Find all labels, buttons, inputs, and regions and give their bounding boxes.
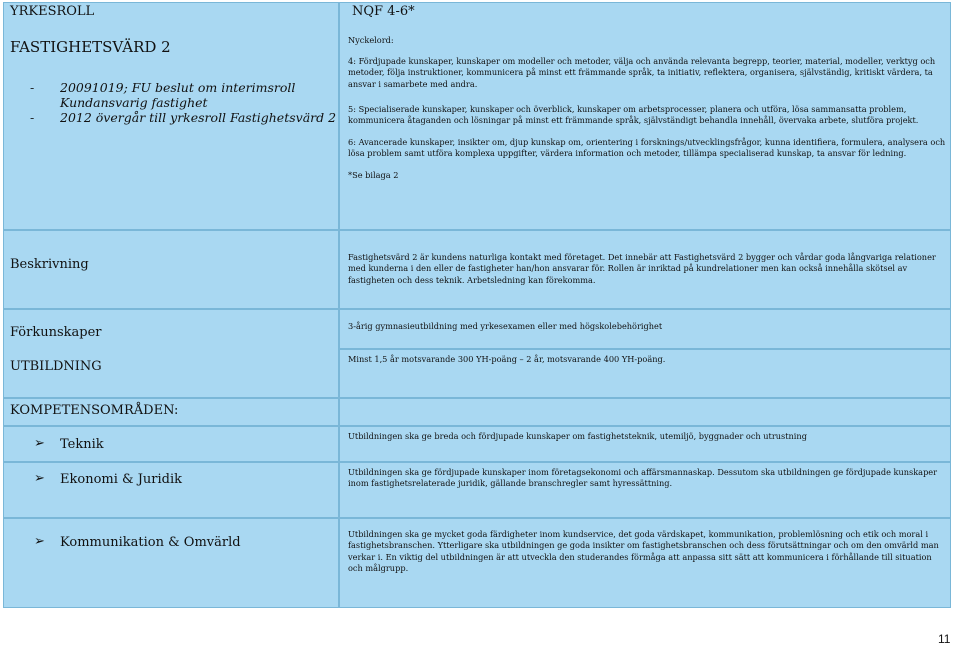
arrow-bullet-icon: ➢	[34, 436, 45, 451]
teknik-label: Teknik	[60, 437, 104, 452]
history-dash-2: -	[30, 110, 35, 125]
utbildning-label: UTBILDNING	[10, 359, 102, 374]
nqf-note: *Se bilaga 2	[348, 170, 399, 180]
arrow-bullet-icon: ➢	[34, 471, 45, 486]
yrkesroll-label: YRKESROLL	[10, 4, 95, 19]
nqf-level-6: 6: Avancerade kunskaper, insikter om, djup kunskap om, orientering i forsknings/utvecklingsfrågor, kunna identifiera, formulera, analysera och lösa problem samt utföra komplexa uppgifter, värdera information och metoder, tillämpa specialiserad kunskap, ta ansvar för ledning.	[348, 137, 946, 159]
nqf-level-5: 5: Specialiserade kunskaper, kunskaper och överblick, kunskaper om arbetsprocesser, planera och utföra, lösa sammansatta problem, kommunicera åtaganden och lösningar på minst ett främmande språk, självständigt behandla innehåll, övervaka arbete, slutföra projekt.	[348, 104, 919, 126]
forkunskaper-text: 3-årig gymnasieutbildning med yrkesexamen eller med högskolebehörighet	[348, 321, 663, 331]
keywords-label: Nyckelord:	[348, 35, 394, 45]
ekonomi-label-cell	[3, 462, 339, 518]
teknik-label-cell	[3, 426, 339, 462]
nqf-level-4: 4: Fördjupade kunskaper, kunskaper om modeller och metoder, välja och använda relevanta begrepp, teorier, material, modeller, verktyg och metoder, följa instruktioner, kommunicera på minst ett främmande språk, ta initiativ, reflektera, organisera, självständig, kritiskt värdera, ta ansvar i samarbete med andra.	[348, 56, 936, 89]
beskrivning-text: Fastighetsvärd 2 är kundens naturliga kontakt med företaget. Det innebär att Fastighetsvärd 2 bygger och vårdar goda långvariga relationer med kunderna i den eller de fastigheter han/hon ansvarar för. Rollen är inriktad på kundrelationer men kan också innehålla skötsel av fastigheten och dess teknik. Arbetsledning kan förekomma.	[348, 252, 936, 285]
history-item-1: 20091019; FU beslut om interimsroll Kundansvarig fastighet	[60, 80, 296, 110]
forkunskaper-label: Förkunskaper	[10, 325, 102, 340]
kompetens-heading: KOMPETENSOMRÅDEN:	[10, 403, 179, 418]
history-dash-1: -	[30, 80, 35, 95]
kommunikation-text: Utbildningen ska ge mycket goda färdigheter inom kundservice, det goda värdskapet, kommunikation, problemlösning och etik och moral i fastighetsbranschen. Ytterligare ska utbildningen ge goda insikter om fastighetsbranschen och dess förutsättningar och om den omvärld man verkar i. En viktig del utbildningen är att utveckla den studerandes förmåga att anpassa sitt sätt att kommunicera i förhållande till situation och målgrupp.	[348, 529, 939, 573]
ekonomi-label: Ekonomi & Juridik	[60, 472, 183, 487]
arrow-bullet-icon: ➢	[34, 534, 45, 549]
forkunskaper-label-cell	[3, 309, 339, 398]
nqf-label: NQF 4-6*	[352, 4, 415, 19]
page-number: 11	[938, 632, 951, 646]
kompetens-blank-cell	[339, 398, 951, 426]
history-item-2: 2012 övergår till yrkesroll Fastighetsvärd 2	[60, 110, 337, 125]
beskrivning-label: Beskrivning	[10, 257, 89, 272]
utbildning-text: Minst 1,5 år motsvarande 300 YH-poäng – 2 år, motsvarande 400 YH-poäng.	[348, 354, 666, 364]
kommunikation-label: Kommunikation & Omvärld	[60, 535, 241, 550]
kommunikation-label-cell	[3, 518, 339, 608]
teknik-text: Utbildningen ska ge breda och fördjupade kunskaper om fastighetsteknik, utemiljö, byggnader och utrustning	[348, 431, 807, 441]
role-title: FASTIGHETSVÄRD 2	[10, 38, 171, 56]
ekonomi-text: Utbildningen ska ge fördjupade kunskaper inom företagsekonomi och affärsmannaskap. Dessutom ska utbildningen ge fördjupade kunskaper inom fastighetsrelaterade juridik, gällande branschregler samt hyressättning.	[348, 467, 938, 489]
